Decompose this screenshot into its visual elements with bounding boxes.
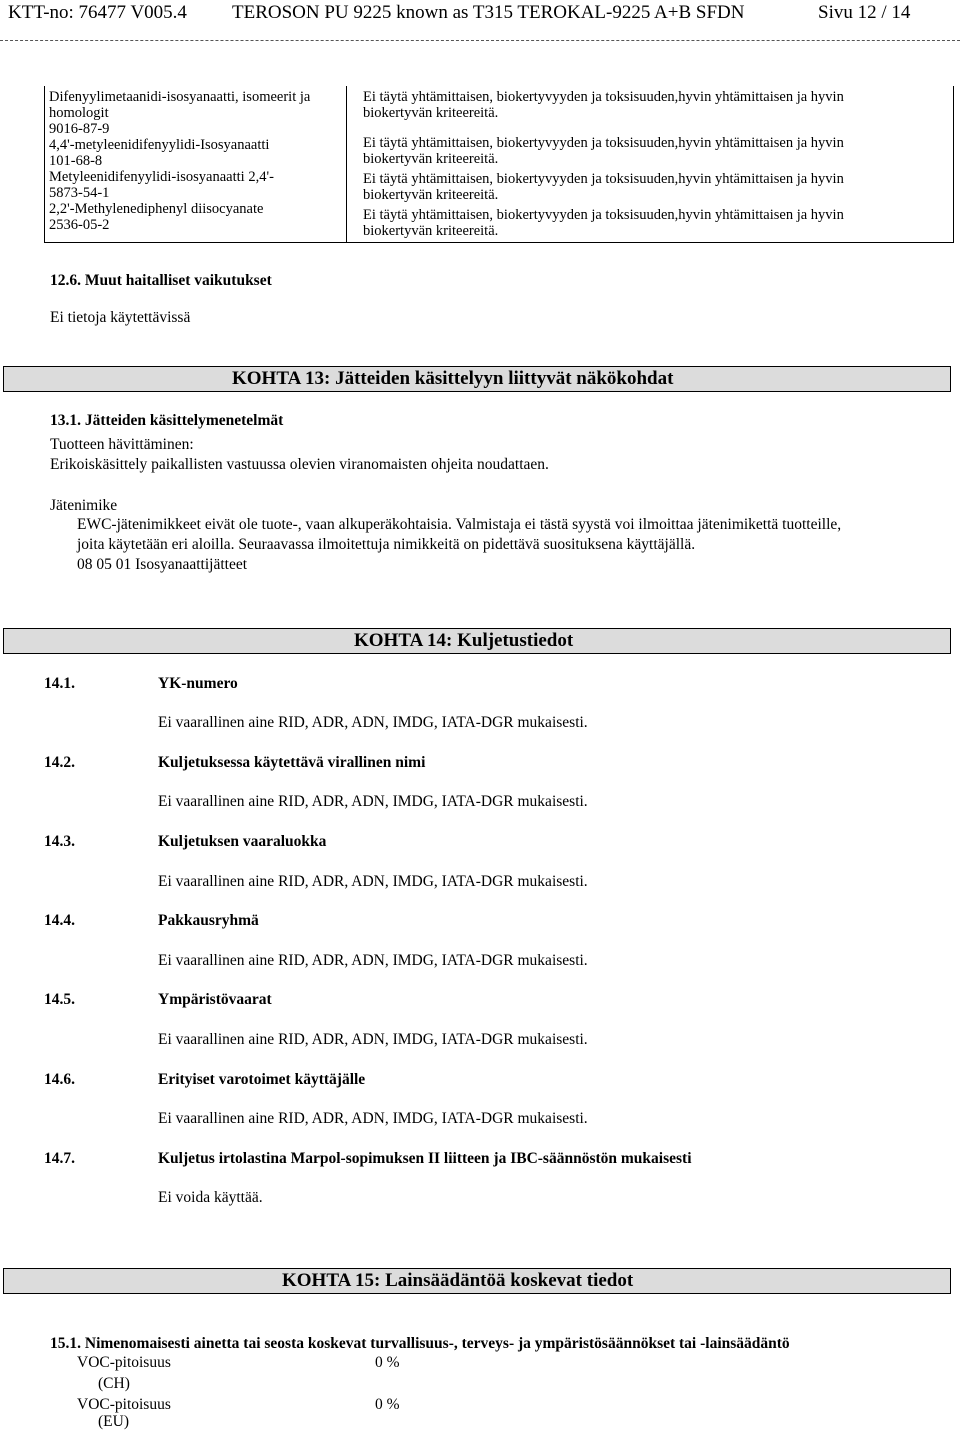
substance-name-line: 2,2'-Methylenediphenyl diisocyanate (49, 201, 264, 217)
item-14-3-text: Ei vaarallinen aine RID, ADR, ADN, IMDG, IATA-DGR mukaisesti. (158, 873, 588, 890)
section-15-1-heading: 15.1. Nimenomaisesti ainetta tai seosta koskevat turvallisuus-, terveys- ja ympäristösäännökset tai -lainsäädäntö (50, 1335, 790, 1352)
section-14-title: KOHTA 14: Kuljetustiedot (354, 630, 574, 651)
item-14-2-text: Ei vaarallinen aine RID, ADR, ADN, IMDG, IATA-DGR mukaisesti. (158, 793, 588, 810)
page-number: Sivu 12 / 14 (818, 2, 911, 23)
item-14-1-text: Ei vaarallinen aine RID, ADR, ADN, IMDG, IATA-DGR mukaisesti. (158, 714, 588, 731)
item-14-4-text: Ei vaarallinen aine RID, ADR, ADN, IMDG, IATA-DGR mukaisesti. (158, 952, 588, 969)
pbt-assessment-text: Ei täytä yhtämittaisen, biokertyvyyden ja toksisuuden,hyvin yhtämittaisen ja hyvin biokertyvän kriteereitä. (363, 89, 844, 121)
pbt-table (44, 86, 954, 243)
item-14-7-number: 14.7. (44, 1150, 75, 1167)
waste-code-label: Jätenimike (50, 497, 118, 514)
section-12-6-text: Ei tietoja käytettävissä (50, 309, 191, 326)
substance-name-line: Difenyylimetaanidi-isosyanaatti, isomeerit ja (49, 89, 311, 105)
section-12-6-heading: 12.6. Muut haitalliset vaikutukset (50, 272, 272, 289)
voc-label: VOC-pitoisuus (77, 1396, 171, 1413)
item-14-5-text: Ei vaarallinen aine RID, ADR, ADN, IMDG, IATA-DGR mukaisesti. (158, 1031, 588, 1048)
item-14-6-text: Ei vaarallinen aine RID, ADR, ADN, IMDG, IATA-DGR mukaisesti. (158, 1110, 588, 1127)
item-14-5-number: 14.5. (44, 991, 75, 1008)
voc-value: 0 % (375, 1354, 400, 1371)
item-14-5-label: Ympäristövaarat (158, 991, 272, 1008)
disposal-label: Tuotteen hävittäminen: (50, 436, 194, 453)
item-14-7-label: Kuljetus irtolastina Marpol-sopimuksen II liitteen ja IBC-säännöstön mukaisesti (158, 1150, 692, 1167)
section-15-title: KOHTA 15: Lainsäädäntöä koskevat tiedot (282, 1270, 634, 1291)
pbt-assessment-text: Ei täytä yhtämittaisen, biokertyvyyden ja toksisuuden,hyvin yhtämittaisen ja hyvin biokertyvän kriteereitä. (363, 171, 844, 203)
cas-number: 2536-05-2 (49, 217, 110, 233)
item-14-6-label: Erityiset varotoimet käyttäjälle (158, 1071, 366, 1088)
disposal-text: Erikoiskäsittely paikallisten vastuussa olevien viranomaisten ohjeita noudattaen. (50, 456, 549, 473)
voc-unit: (CH) (98, 1375, 130, 1392)
pbt-assessment-text: Ei täytä yhtämittaisen, biokertyvyyden ja toksisuuden,hyvin yhtämittaisen ja hyvin biokertyvän kriteereitä. (363, 135, 844, 167)
header-rule (0, 40, 960, 41)
substance-cell (45, 86, 347, 243)
substance-name-line: homologit (49, 105, 109, 121)
item-14-2-label: Kuljetuksessa käytettävä virallinen nimi (158, 754, 426, 771)
cas-number: 101-68-8 (49, 153, 103, 169)
waste-code-note: joita käytetään eri aloilla. Seuraavassa ilmoitettuja nimikkeitä on pidettävä suosituksena käyttäjällä. (77, 536, 696, 553)
section-13-1-heading: 13.1. Jätteiden käsittelymenetelmät (50, 412, 284, 429)
item-14-3-number: 14.3. (44, 833, 75, 850)
pbt-assessment-cell (347, 86, 954, 243)
substance-name-line: 4,4'-metyleenidifenyylidi-Isosyanaatti (49, 137, 270, 153)
voc-value: 0 % (375, 1396, 400, 1413)
voc-unit: (EU) (98, 1413, 129, 1430)
voc-label: VOC-pitoisuus (77, 1354, 171, 1371)
product-name: TEROSON PU 9225 known as T315 TEROKAL-9225 A+B SFDN (232, 2, 745, 23)
section-13-title: KOHTA 13: Jätteiden käsittelyyn liittyvät näkökohdat (232, 368, 674, 389)
cas-number: 9016-87-9 (49, 121, 110, 137)
item-14-2-number: 14.2. (44, 754, 75, 771)
ktt-number: KTT-no: 76477 V005.4 (8, 2, 187, 23)
waste-code-note: EWC-jätenimikkeet eivät ole tuote-, vaan alkuperäkohtaisia. Valmistaja ei tästä syystä voi ilmoittaa jätenimikettä tuotteille, (77, 516, 842, 533)
item-14-6-number: 14.6. (44, 1071, 75, 1088)
waste-code: 08 05 01 Isosyanaattijätteet (77, 556, 248, 573)
item-14-1-number: 14.1. (44, 675, 75, 692)
item-14-1-label: YK-numero (158, 675, 238, 692)
item-14-7-text: Ei voida käyttää. (158, 1189, 263, 1206)
item-14-4-number: 14.4. (44, 912, 75, 929)
item-14-4-label: Pakkausryhmä (158, 912, 259, 929)
substance-name-line: Metyleenidifenyylidi-isosyanaatti 2,4'- (49, 169, 274, 185)
cas-number: 5873-54-1 (49, 185, 110, 201)
pbt-assessment-text: Ei täytä yhtämittaisen, biokertyvyyden ja toksisuuden,hyvin yhtämittaisen ja hyvin biokertyvän kriteereitä. (363, 207, 844, 239)
item-14-3-label: Kuljetuksen vaaraluokka (158, 833, 327, 850)
